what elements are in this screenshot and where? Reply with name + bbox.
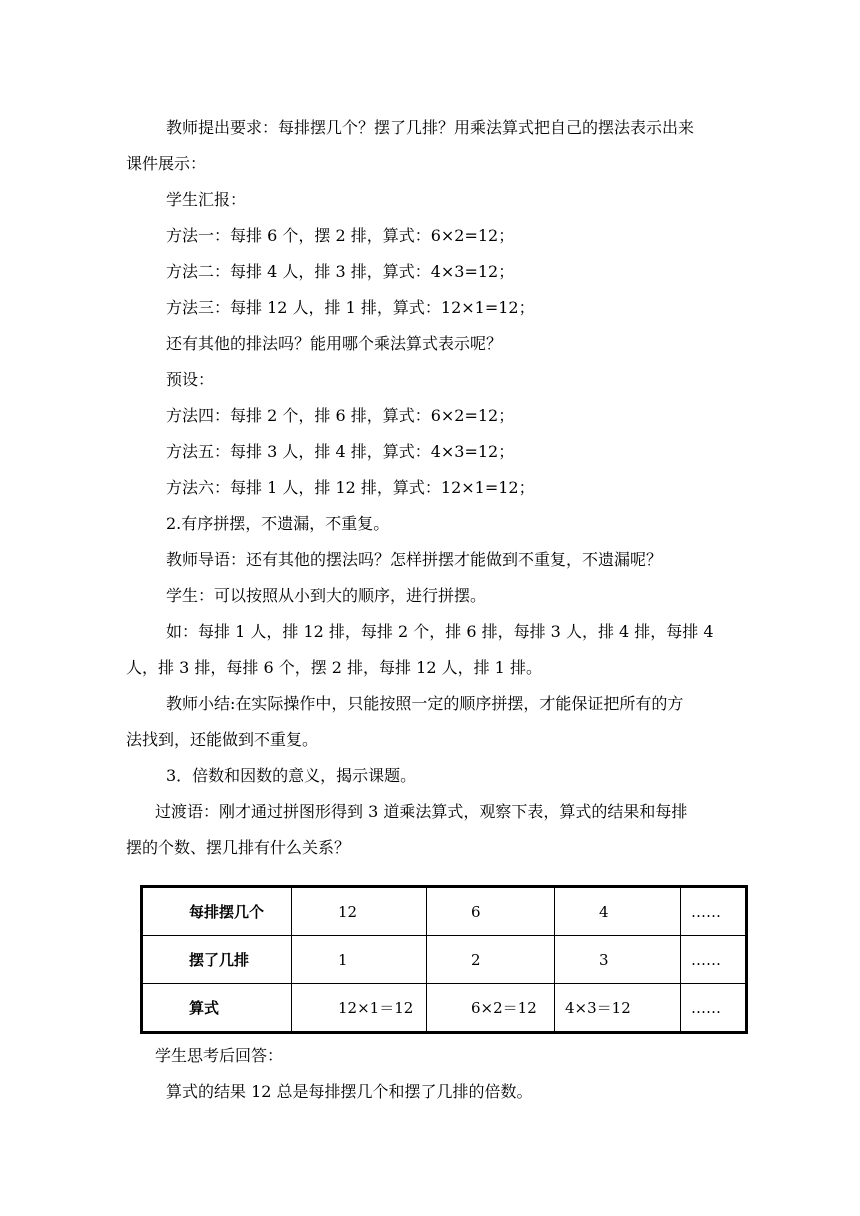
paragraph: 预设： [166,370,215,389]
row-header: 算式 [142,984,292,1033]
paragraph: 方法五：每排 3 人，排 4 排，算式：4×3=12； [166,442,515,461]
table-cell: …… [681,984,747,1033]
paragraph: 课件展示： [126,154,207,173]
paragraph: 还有其他的排法吗？能用哪个乘法算式表示呢？ [166,334,503,353]
paragraph: 算式的结果 12 总是每排摆几个和摆了几排的倍数。 [166,1082,533,1101]
paragraph: 教师小结:在实际操作中，只能按照一定的顺序拼摆，才能保证把所有的方 [166,694,684,713]
table-cell: 3 [555,936,681,984]
paragraph: 如：每排 1 人，排 12 排，每排 2 个，排 6 排，每排 3 人，排 4 排，每排 4 [166,622,714,641]
paragraph: 教师提出要求：每排摆几个？摆了几排？用乘法算式把自己的摆法表示出来 [166,118,695,137]
table-row [142,936,747,984]
paragraph: 人，排 3 排，每排 6 个，摆 2 排，每排 12 人，排 1 排。 [126,658,542,677]
table-cell: 4 [555,887,681,936]
table-cell: 1 [292,936,427,984]
relationship-table [140,885,748,1034]
table-row [142,887,747,936]
paragraph: 学生：可以按照从小到大的顺序，进行拼摆。 [166,586,487,605]
section-heading: 2.有序拼摆，不遗漏，不重复。 [166,514,390,533]
table-cell: 6 [427,887,555,936]
table-cell: 6×2＝12 [427,984,555,1033]
table-cell: 12×1＝12 [292,984,427,1033]
table-cell: 2 [427,936,555,984]
paragraph: 法找到，还能做到不重复。 [126,730,319,749]
table-cell: 12 [292,887,427,936]
section-heading: 3．倍数和因数的意义，揭示课题。 [166,766,417,785]
paragraph: 方法二：每排 4 人，排 3 排，算式：4×3=12； [166,262,515,281]
paragraph: 教师导语：还有其他的摆法吗？怎样拼摆才能做到不重复，不遗漏呢？ [166,550,663,569]
table-cell: 4×3＝12 [555,984,681,1033]
paragraph: 方法一：每排 6 个，摆 2 排，算式：6×2=12； [166,226,515,245]
paragraph: 摆的个数、摆几排有什么关系？ [126,838,351,857]
paragraph: 过渡语：刚才通过拼图形得到 3 道乘法算式，观察下表，算式的结果和每排 [155,802,688,821]
paragraph: 方法四：每排 2 个，排 6 排，算式：6×2=12； [166,406,515,425]
paragraph: 学生汇报： [166,190,247,209]
paragraph: 方法三：每排 12 人，排 1 排，算式：12×1=12； [166,298,535,317]
paragraph: 学生思考后回答： [155,1046,284,1065]
row-header: 摆了几排 [142,936,292,984]
table-row [142,984,747,1033]
paragraph: 方法六：每排 1 人，排 12 排，算式：12×1=12； [166,478,535,497]
table-cell: …… [681,936,747,984]
table-cell: …… [681,887,747,936]
row-header: 每排摆几个 [142,887,292,936]
